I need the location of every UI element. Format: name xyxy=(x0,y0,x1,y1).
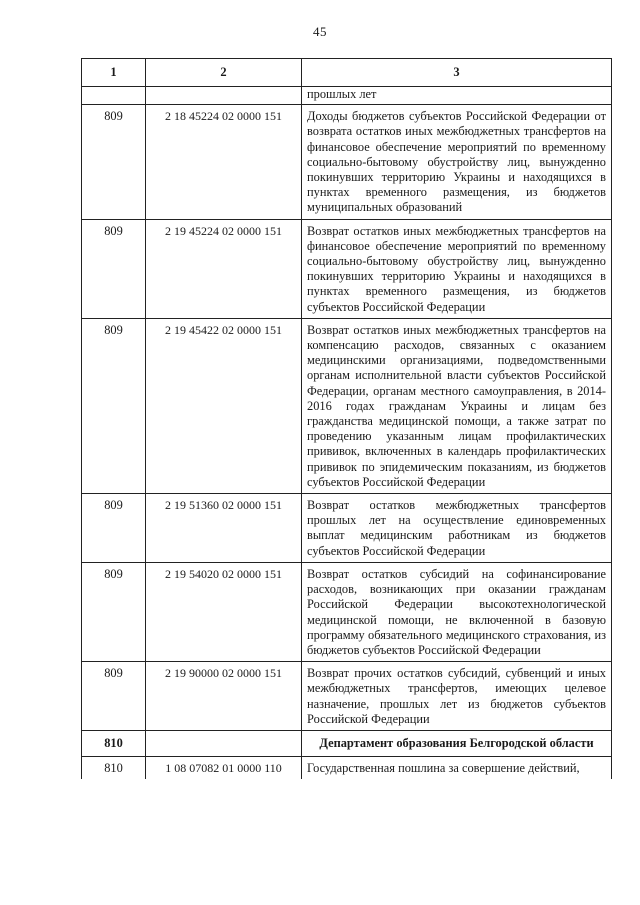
header-col-1: 1 xyxy=(82,59,146,87)
department-title-cell: Департамент образования Белгородской области xyxy=(302,730,612,756)
admin-code-cell: 809 xyxy=(82,105,146,219)
description-cell: Возврат остатков межбюджетных трансфертов прошлых лет на осуществление единовременных выплат медицинским работникам из бюджетов субъектов Российской Федерации xyxy=(302,494,612,563)
table-row xyxy=(82,219,612,318)
budget-code-cell xyxy=(146,730,302,756)
admin-code-cell: 809 xyxy=(82,494,146,563)
table-row xyxy=(82,105,612,219)
table-row xyxy=(82,662,612,731)
admin-code-cell: 809 xyxy=(82,219,146,318)
table-row xyxy=(82,87,612,105)
budget-code-cell xyxy=(146,87,302,105)
header-col-2: 2 xyxy=(146,59,302,87)
table-row xyxy=(82,494,612,563)
budget-code-cell: 2 19 90000 02 0000 151 xyxy=(146,662,302,731)
description-cell: Возврат остатков иных межбюджетных трансфертов на компенсацию расходов, связанных с оказанием медицинскими организациями, подведомственными органам исполнительной власти субъектов Российской Федерации, органам местного самоуправления, в 2014-2016 годах гражданам Украины и лицам без гражданства медицинской помощи, а также затрат по проведению указанным лицам профилактических прививок, включенных в календарь профилактических прививок по эпидемическим показаниям, из бюджетов субъектов Российской Федерации xyxy=(302,318,612,493)
description-cell: прошлых лет xyxy=(302,87,612,105)
admin-code-cell: 809 xyxy=(82,318,146,493)
admin-code-cell: 809 xyxy=(82,562,146,661)
budget-code-cell: 2 19 45422 02 0000 151 xyxy=(146,318,302,493)
budget-code-cell: 2 18 45224 02 0000 151 xyxy=(146,105,302,219)
description-cell: Доходы бюджетов субъектов Российской Федерации от возврата остатков иных межбюджетных трансфертов на финансовое обеспечение мероприятий по временному социально-бытовому обустройству лиц, вынужденно покинувших территорию Украины и находящихся в пунктах временного размещения, из бюджетов муниципальных образований xyxy=(302,105,612,219)
page-number: 45 xyxy=(313,24,327,39)
budget-code-cell: 2 19 54020 02 0000 151 xyxy=(146,562,302,661)
department-row xyxy=(82,730,612,756)
table-row xyxy=(82,562,612,661)
header-col-3: 3 xyxy=(302,59,612,87)
description-cell: Возврат остатков иных межбюджетных трансфертов на финансовое обеспечение мероприятий по временному социально-бытовому обустройству лиц, вынужденно покинувших территорию Украины и находящихся в пунктах временного размещения, из бюджетов субъектов Российской Федерации xyxy=(302,219,612,318)
admin-code-cell: 810 xyxy=(82,730,146,756)
description-cell: Возврат прочих остатков субсидий, субвенций и иных межбюджетных трансфертов, имеющих целевое назначение, прошлых лет из бюджетов субъектов Российской Федерации xyxy=(302,662,612,731)
description-cell: Государственная пошлина за совершение действий, xyxy=(302,756,612,779)
budget-code-cell: 1 08 07082 01 0000 110 xyxy=(146,756,302,779)
admin-code-cell: 809 xyxy=(82,662,146,731)
table-row xyxy=(82,756,612,779)
budget-code-cell: 2 19 51360 02 0000 151 xyxy=(146,494,302,563)
table-row xyxy=(82,318,612,493)
admin-code-cell: 810 xyxy=(82,756,146,779)
budget-code-cell: 2 19 45224 02 0000 151 xyxy=(146,219,302,318)
description-cell: Возврат остатков субсидий на софинансирование расходов, возникающих при оказании гражданам Российской Федерации высокотехнологической медицинской помощи, не включенной в базовую программу обязательного медицинского страхования, из бюджетов субъектов Российской Федерации xyxy=(302,562,612,661)
table-header-row xyxy=(82,59,612,87)
admin-code-cell xyxy=(82,87,146,105)
revenue-codes-table xyxy=(81,58,612,779)
